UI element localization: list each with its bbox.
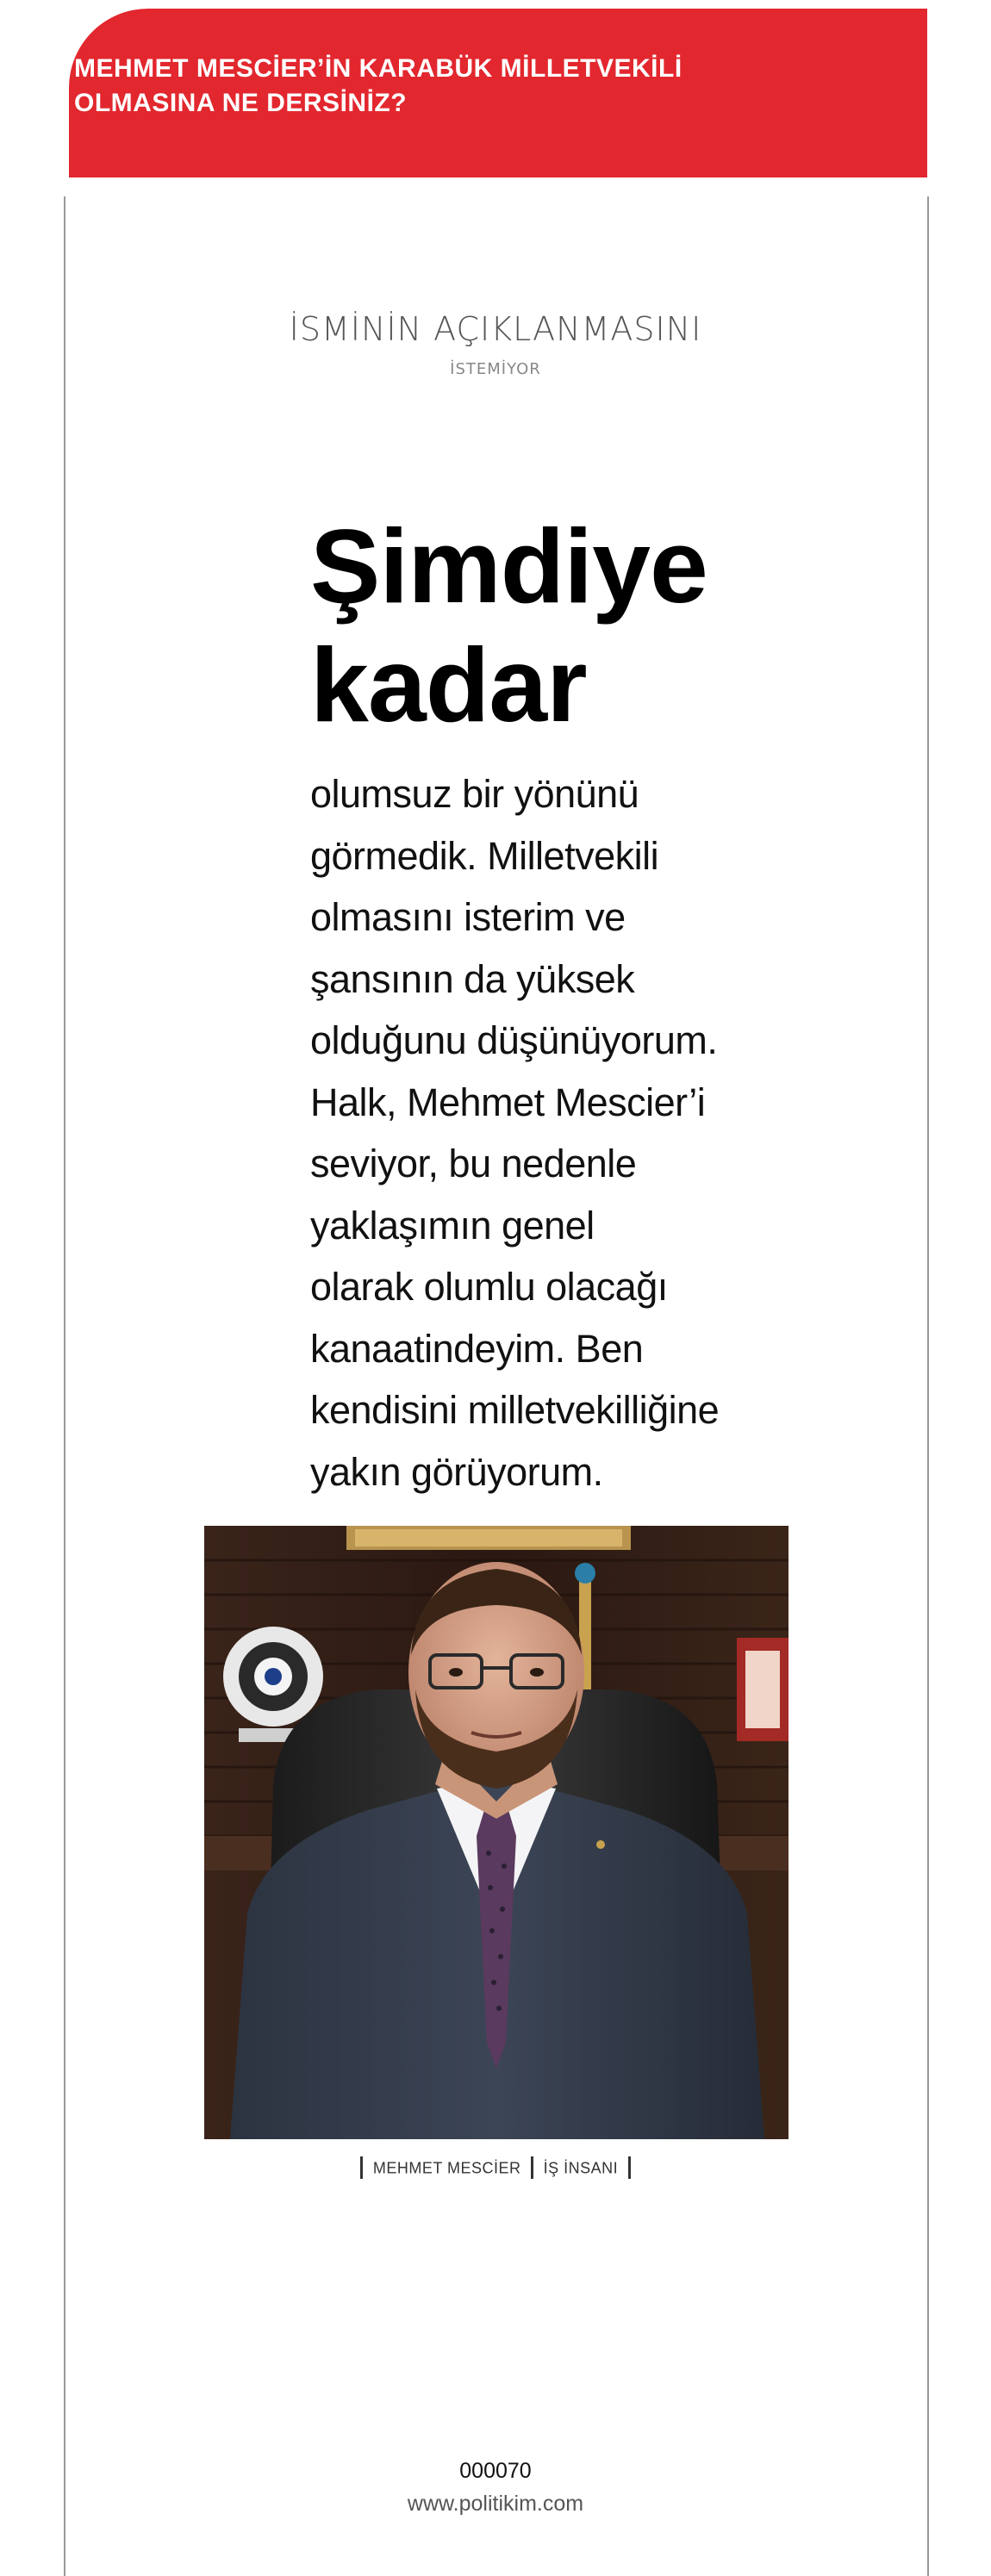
quote-line: kendisini milletvekilliğine — [310, 1388, 720, 1432]
quote-line: olumsuz bir yönünü — [310, 772, 639, 816]
quote-line: Halk, Mehmet Mescier’i — [310, 1080, 706, 1124]
quote-line: yakın görüyorum. — [310, 1449, 603, 1494]
quote-line: yaklaşımın genel — [310, 1203, 595, 1248]
quote-line: şansının da yüksek — [310, 956, 635, 1001]
quote-line: görmedik. Milletvekili — [310, 833, 659, 878]
quote-body — [310, 763, 793, 1503]
quote-line: olarak olumlu olacağı — [310, 1265, 668, 1309]
quote-lead-line-2: kadar — [310, 626, 587, 744]
quote-line: olmasını isterim ve — [310, 895, 626, 939]
quote-line: kanaatindeyim. Ben — [310, 1326, 644, 1371]
caption-separator — [360, 2156, 363, 2179]
quote-line: seviyor, bu nedenle — [310, 1142, 637, 1185]
website-url: www.politikim.com — [407, 2492, 584, 2516]
photo-caption — [0, 2154, 991, 2181]
page-number: 000070 — [459, 2459, 532, 2483]
caption-title: İŞ İNSANI — [543, 2159, 619, 2177]
caption-separator — [628, 2156, 631, 2179]
page-title-line-2: OLMASINA NE DERSİNİZ? — [74, 89, 408, 117]
page-title — [74, 52, 832, 121]
caption-name: MEHMET MESCİER — [372, 2159, 521, 2177]
quote-line: olduğunu düşünüyorum. — [310, 1018, 718, 1062]
caption-separator — [531, 2156, 533, 2179]
right-border-rule — [927, 196, 929, 2576]
respondent-status: İSTEMİYOR — [450, 360, 541, 378]
page-title-line-1: MEHMET MESCİER’İN KARABÜK MİLLETVEKİLİ — [74, 54, 682, 83]
quote-lead-line-1: Şimdiye — [310, 507, 707, 625]
quote-lead — [310, 507, 793, 744]
respondent-name: İSMİNİN AÇIKLANMASINI — [289, 310, 702, 348]
portrait-photo — [204, 1526, 788, 2139]
left-border-rule — [64, 196, 65, 2576]
